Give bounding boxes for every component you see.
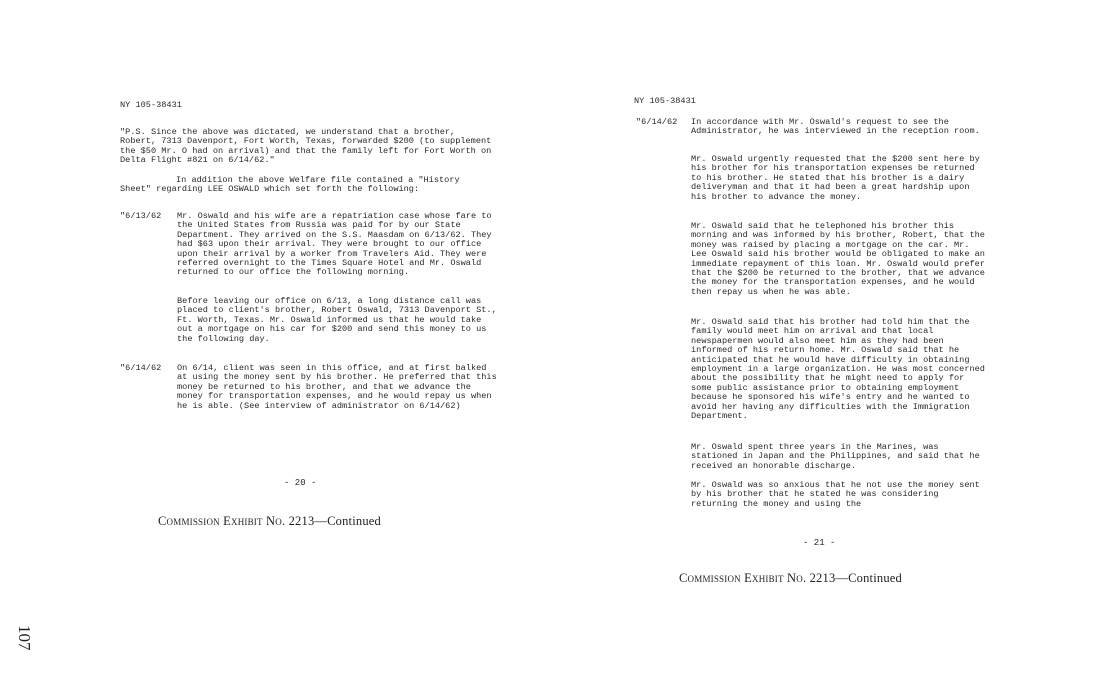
entry2-date: "6/14/62 <box>120 363 162 373</box>
right-paragraph4: Mr. Oswald said that his brother had told him that the family would meet him on arrival and that local newspapermen would also meet him as they had been informed of his return home. Mr. Oswald said that he anticipated that he would have difficulty in obtaining employment in a large organization. He was most concerned about the possibility that he might need to apply for some public assistance prior to obtaining employment because he sponsored his wife's entry and he wanted to avoid her having any difficulties with the Immigration Department. <box>691 317 985 422</box>
right-caption-continued: —Continued <box>835 571 902 585</box>
right-page-number: - 21 - <box>803 538 836 548</box>
right-entry-date: "6/14/62 <box>636 117 678 127</box>
intro-paragraph: In addition the above Welfare file contained a "History Sheet" regarding LEE OSWALD which set forth the following: <box>120 175 460 195</box>
right-caption-title: Commission Exhibit No. 2213 <box>679 571 836 585</box>
right-paragraph5: Mr. Oswald spent three years in the Marines, was stationed in Japan and the Philippines, and said that he received an honorable discharge. <box>691 442 980 471</box>
right-exhibit-caption <box>679 571 902 586</box>
right-paragraph2: Mr. Oswald urgently requested that the $200 sent here by his brother for his transportation expenses be returned to his brother. He stated that his brother is a dairy deliveryman and that it had been a great hardship upon his brother to advance the money. <box>691 154 980 202</box>
right-paragraph6: Mr. Oswald was so anxious that he not use the money sent by his brother that he stated he was considering returning the money and using the <box>691 480 980 509</box>
entry2-paragraph: On 6/14, client was seen in this office, and at first balked at using the money sent by his brother. He preferred that this money be returned to his brother, and that we advance the money for transportation expenses, and he would repay us when he is able. (See interview of administrator on 6/14/62) <box>177 363 497 411</box>
entry1-paragraph1: Mr. Oswald and his wife are a repatriation case whose fare to the United States from Russia was paid for by our State Department. They arrived on the S.S. Maasdam on 6/13/62. They had $63 upon their arrival. They were brought to our office upon their arrival by a worker from Travelers Aid. They were referred overnight to the Times Square Hotel and Mr. Oswald returned to our office the following morning. <box>177 211 492 278</box>
right-paragraph3: Mr. Oswald said that he telephoned his brother this morning and was informed by his brother, Robert, that the money was raised by placing a mortgage on the car. Mr. Lee Oswald said his brother would be obligated to make an immediate repayment of this loan. Mr. Oswald would prefer that the $200 be returned to the brother, that we advance the money for the transportation expenses, and he would then repay us when he was able. <box>691 221 985 297</box>
volume-page-number: 107 <box>15 625 34 651</box>
left-caption-continued: —Continued <box>314 514 381 528</box>
right-paragraph1: In accordance with Mr. Oswald's request to see the Administrator, he was interviewed in the reception room. <box>691 117 980 137</box>
left-exhibit-caption <box>158 514 381 529</box>
entry1-paragraph2: Before leaving our office on 6/13, a long distance call was placed to client's brother, Robert Oswald, 7313 Davenport St., Ft. Worth, Texas. Mr. Oswald informed us that he would take out a mortgage on his car for $200 and send this money to us the following day. <box>177 296 497 344</box>
entry1-date: "6/13/62 <box>120 211 162 221</box>
right-file-number: NY 105-38431 <box>634 96 696 106</box>
left-caption-title: Commission Exhibit No. 2213 <box>158 514 315 528</box>
left-file-number: NY 105-38431 <box>120 100 182 110</box>
left-page-number: - 20 - <box>284 478 317 488</box>
ps-paragraph: "P.S. Since the above was dictated, we understand that a brother, Robert, 7313 Davenport, Fort Worth, Texas, forwarded $200 (to supplement the $50 Mr. O had on arrival) and that the family left for Fort Worth on Delta Flight #821 on 6/14/62." <box>120 127 492 166</box>
